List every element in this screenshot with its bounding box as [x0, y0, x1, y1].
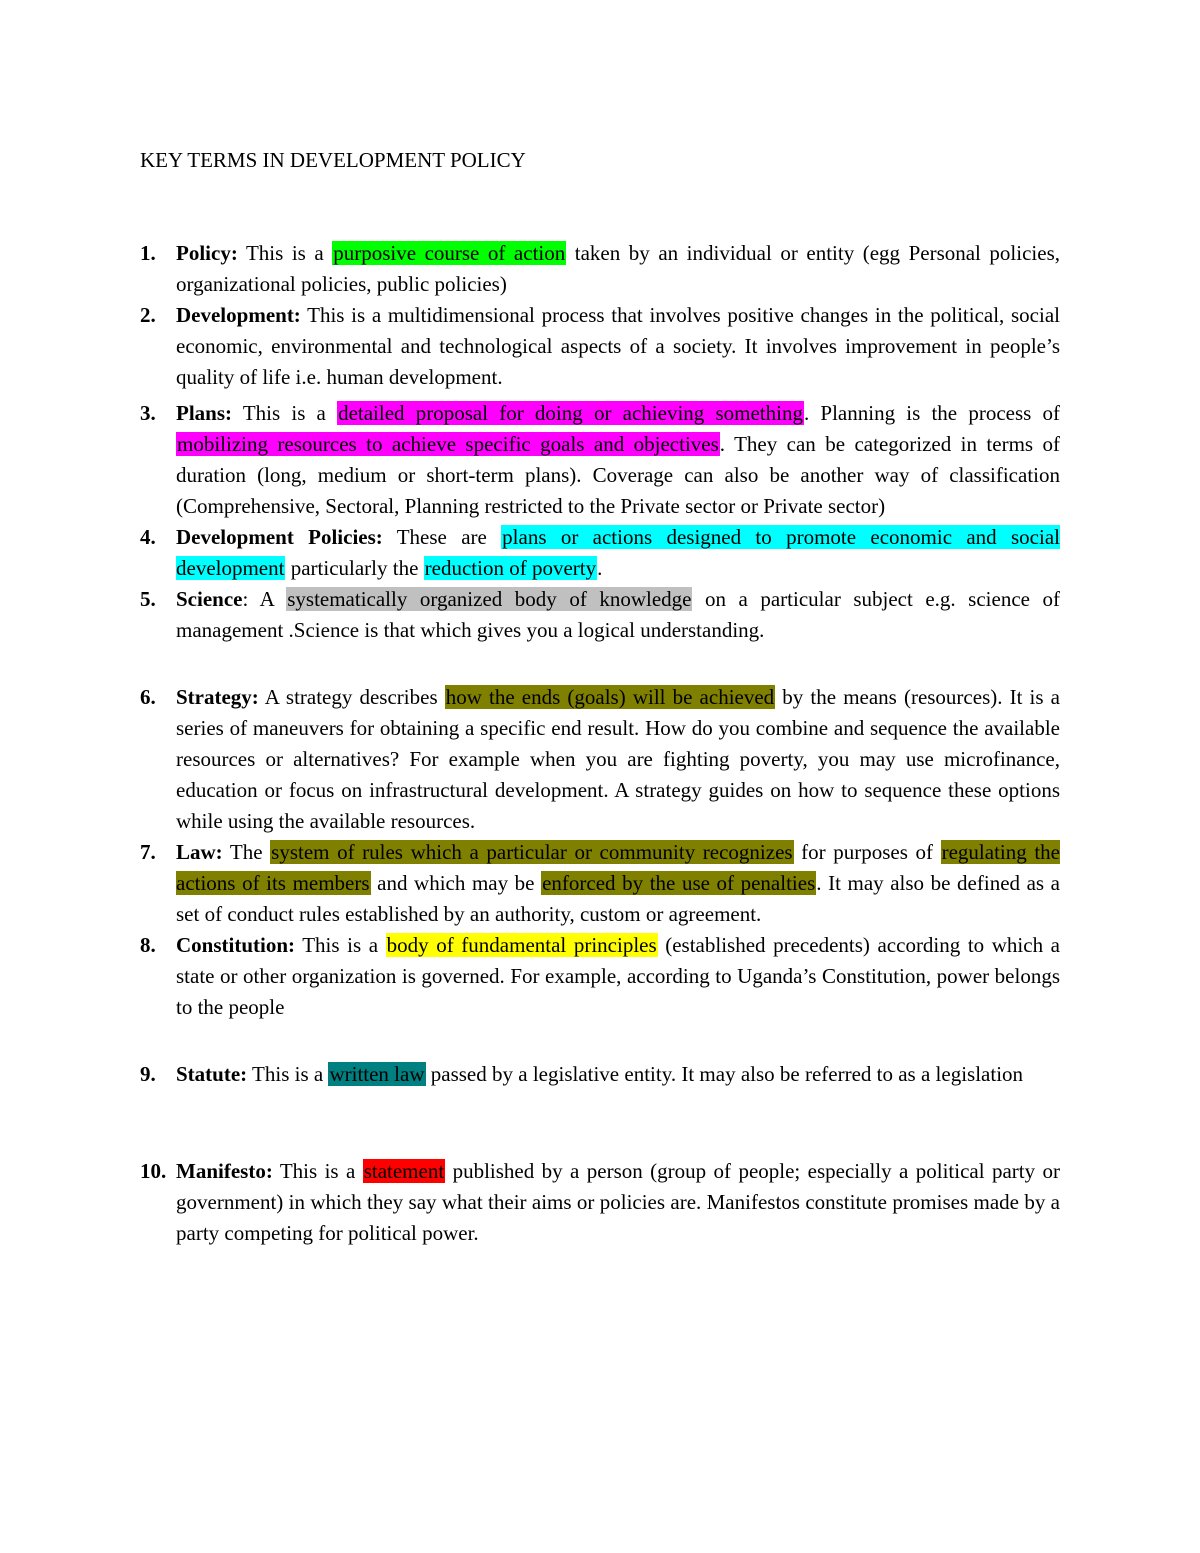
definition-text: : A [242, 587, 287, 611]
term-label: Development: [176, 303, 301, 327]
definition-text: This is a [272, 1159, 363, 1183]
term-number: 1. [140, 241, 156, 265]
term-item-10 [140, 1156, 1060, 1249]
term-label: Science [176, 587, 243, 611]
definition-text: and which may be [370, 871, 542, 895]
highlighted-phrase: systematically organized body of knowledge [287, 587, 692, 611]
definition-text: This is a [295, 933, 386, 957]
definition-text: A strategy describes [258, 685, 445, 709]
term-number: 6. [140, 685, 156, 709]
definition-text: on a particular subject e.g. science of management .Science is that which gives you a logical understanding. [176, 587, 1060, 642]
definition-text: . They can be categorized in terms of duration (long, medium or short-term plans). Coverage can also be another way of classification (Comprehensive, Sectoral, Planning restricted to the Private sector or Private sector) [176, 432, 1060, 518]
highlighted-phrase: written law [329, 1062, 425, 1086]
term-item-2 [140, 300, 1060, 393]
definition-text: passed by a legislative entity. It may also be referred to as a legislation [425, 1062, 1024, 1086]
term-item-8 [140, 930, 1060, 1023]
definition-text: particularly the [285, 556, 424, 580]
highlighted-phrase: system of rules which a particular or community recognizes [271, 840, 793, 864]
term-number: 4. [140, 525, 156, 549]
term-item-4 [140, 522, 1060, 584]
term-label: Constitution: [176, 933, 296, 957]
term-label: Development Policies: [176, 525, 383, 549]
term-label: Law: [176, 840, 223, 864]
highlighted-phrase: plans or actions designed to promote economic and social development [176, 525, 1060, 580]
definition-text: published by a person (group of people; especially a political party or government) in which they say what their aims or policies are. Manifestos constitute promises made by a party competing for political power. [176, 1159, 1060, 1245]
term-item-3 [140, 398, 1060, 522]
definition-text: . It may also be defined as a set of conduct rules established by an authority, custom or agreement. [176, 871, 1060, 926]
definition-text: These are [382, 525, 502, 549]
definition-text: taken by an individual or entity (egg Personal policies, organizational policies, public policies) [176, 241, 1060, 296]
term-number: 3. [140, 401, 156, 425]
term-number: 8. [140, 933, 156, 957]
term-label: Statute: [176, 1062, 248, 1086]
term-number: 7. [140, 840, 156, 864]
definition-text: by the means (resources). It is a series of maneuvers for obtaining a specific end result. How do you combine and sequence the available resources or alternatives? For example when you are fighting poverty, you may use microfinance, education or focus on infrastructural development. A strategy guides on how to sequence these options while using the available resources. [176, 685, 1060, 833]
term-number: 9. [140, 1062, 156, 1086]
document-title: KEY TERMS IN DEVELOPMENT POLICY [140, 148, 526, 172]
definition-text: This is a [237, 241, 333, 265]
term-item-7 [140, 837, 1060, 930]
term-item-5 [140, 584, 1060, 646]
term-number: 5. [140, 587, 156, 611]
definition-text: This is a multidimensional process that involves positive changes in the political, social economic, environmental and technological aspects of a society. It involves improvement in people’s quality of life i.e. human development. [176, 303, 1060, 389]
definition-text: The [222, 840, 271, 864]
definition-text: (established precedents) according to which a state or other organization is governed. For example, according to Uganda’s Constitution, power belongs to the people [176, 933, 1060, 1019]
key-terms-list [140, 238, 1060, 1249]
definition-text: for purposes of [793, 840, 941, 864]
highlighted-phrase: reduction of poverty [424, 556, 597, 580]
definition-text: . Planning is the process of [803, 401, 1060, 425]
highlighted-phrase: enforced by the use of penalties [542, 871, 816, 895]
term-label: Strategy: [176, 685, 259, 709]
term-label: Policy: [176, 241, 238, 265]
term-label: Manifesto: [176, 1159, 273, 1183]
term-number: 2. [140, 303, 156, 327]
definition-text: This is a [232, 401, 338, 425]
highlighted-phrase: statement [363, 1159, 445, 1183]
highlighted-phrase: mobilizing resources to achieve specific goals and objectives [177, 432, 719, 456]
highlighted-phrase: how the ends (goals) will be achieved [445, 685, 775, 709]
term-item-6 [140, 682, 1060, 837]
highlighted-phrase: body of fundamental principles [386, 933, 657, 957]
term-item-1 [140, 238, 1060, 300]
term-number: 10. [140, 1159, 167, 1183]
highlighted-phrase: detailed proposal for doing or achieving something [338, 401, 803, 425]
term-label: Plans: [176, 401, 233, 425]
term-item-9 [140, 1059, 1060, 1090]
definition-text: This is a [247, 1062, 329, 1086]
highlighted-phrase: purposive course of action [333, 241, 566, 265]
highlighted-phrase: regulating the actions of its members [176, 840, 1060, 895]
definition-text: . [597, 556, 603, 580]
